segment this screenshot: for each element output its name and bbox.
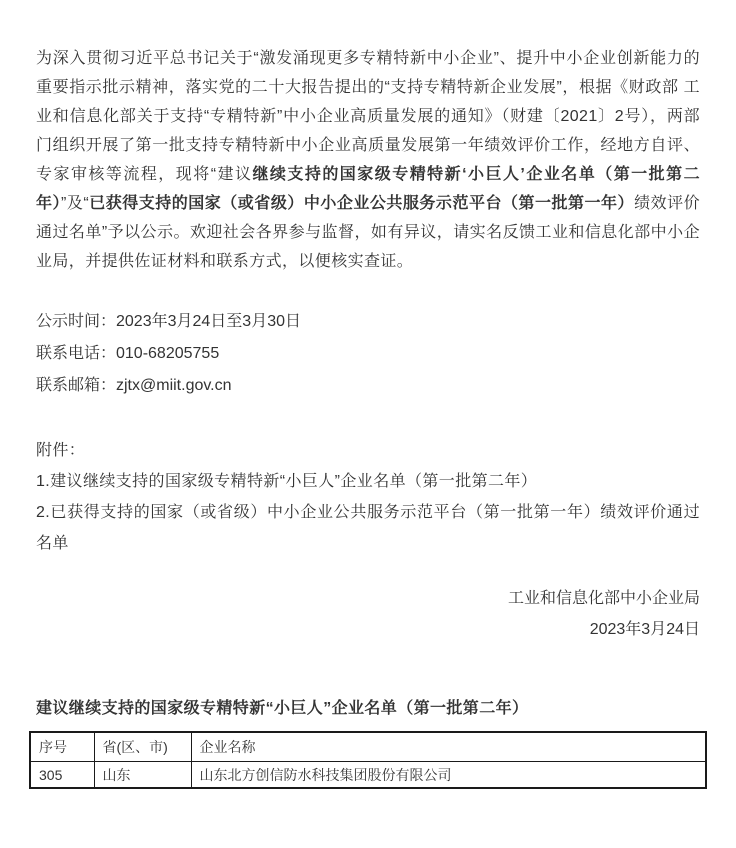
attachment-item-1: 1.建议继续支持的国家级专精特新“小巨人”企业名单（第一批第二年） — [36, 473, 538, 490]
attachments-block — [36, 435, 700, 559]
attachment-item-2: 2.已获得支持的国家（或省级）中小企业公共服务示范平台（第一批第一年）绩效评价通过名单 — [36, 504, 700, 552]
cell-index: 305 — [30, 762, 94, 789]
table-header-index: 序号 — [30, 732, 94, 762]
signature-org: 工业和信息化部中小企业局 — [507, 590, 700, 607]
signature-block — [36, 583, 700, 645]
table-row — [30, 762, 706, 789]
paragraph-mid: ”及“ — [61, 195, 90, 212]
attachments-label: 附件： — [36, 442, 86, 459]
signature-date: 2023年3月24日 — [589, 621, 700, 638]
table-header-province: 省(区、市) — [94, 732, 191, 762]
cell-company: 山东北方创信防水科技集团股份有限公司 — [191, 762, 706, 789]
bold-list-name-2: 已获得支持的国家（或省级）中小企业公共服务示范平台（第一批第一年） — [89, 195, 635, 212]
contact-block — [36, 306, 700, 402]
roster-title: 建议继续支持的国家级专精特新“小巨人”企业名单（第一批第二年） — [36, 700, 529, 717]
roster-table — [29, 731, 707, 789]
contact-phone-line: 联系电话：010-68205755 — [36, 345, 220, 362]
contact-email-line: 联系邮箱：zjtx@miit.gov.cn — [36, 377, 232, 394]
table-header-company: 企业名称 — [191, 732, 706, 762]
paragraph-lead: 为深入贯彻习近平总书记关于“激发涌现更多专精特新中小企业”、提升中小企业创新能力的重要指示批示精神，落实党的二十大报告提出的“支持专精特新企业发展”，根据《财政部 工业和信息化部关于支持“专精特新”中小企业高质量发展的通知》（财建〔2021〕2号），两部门组织开展了第一批支持专精特新中小企业高质量发展第一年绩效评价工作，经地方自评、专家审核等流程，现将“建议 — [36, 50, 700, 183]
roster-section — [36, 695, 700, 789]
cell-province: 山东 — [94, 762, 191, 789]
bold-list-name-1: 继续支持的国家级专精特新‘小巨人’企业名单（第一批第二年） — [36, 166, 700, 212]
table-header-row — [30, 732, 706, 762]
notice-period-line: 公示时间：2023年3月24日至3月30日 — [36, 313, 301, 330]
paragraph-tail: 绩效评价通过名单”予以公示。欢迎社会各界参与监督，如有异议，请实名反馈工业和信息化部中小企业局，并提供佐证材料和联系方式，以便核实查证。 — [36, 195, 700, 270]
announcement-paragraph — [36, 44, 700, 276]
